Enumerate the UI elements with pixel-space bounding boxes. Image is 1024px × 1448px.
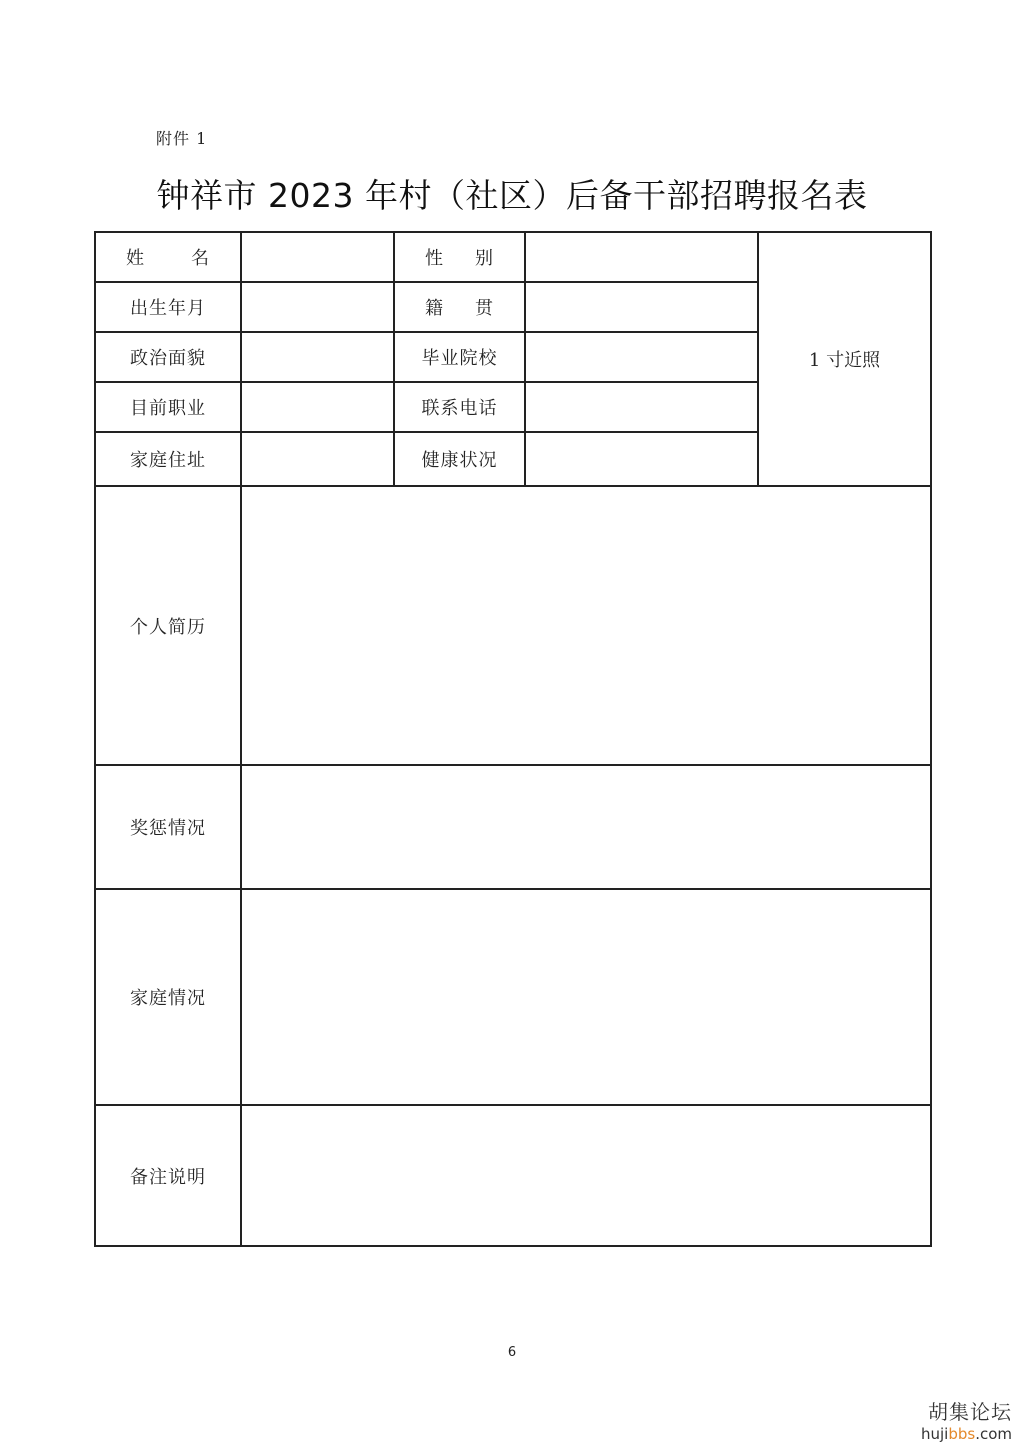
health-label: 健康状况 — [394, 432, 525, 486]
name-label-cell — [95, 232, 241, 282]
resume-field[interactable] — [241, 486, 931, 765]
form-title: 钟祥市 2023 年村（社区）后备干部招聘报名表 — [156, 176, 868, 215]
birth-label: 出生年月 — [95, 282, 241, 332]
rewards-field[interactable] — [241, 765, 931, 889]
native-label-a: 籍 — [425, 298, 444, 319]
watermark-url — [921, 1425, 1012, 1443]
gender-field[interactable] — [525, 232, 758, 282]
address-field[interactable] — [241, 432, 394, 486]
school-field[interactable] — [525, 332, 758, 382]
gender-label-a: 性 — [425, 248, 444, 269]
health-field[interactable] — [525, 432, 758, 486]
phone-label: 联系电话 — [394, 382, 525, 432]
photo-cell[interactable] — [758, 232, 931, 486]
political-label: 政治面貌 — [95, 332, 241, 382]
name-label-a: 姓 — [126, 248, 145, 269]
family-label: 家庭情况 — [95, 889, 241, 1105]
political-field[interactable] — [241, 332, 394, 382]
notes-label: 备注说明 — [95, 1105, 241, 1246]
birth-field[interactable] — [241, 282, 394, 332]
attachment-label: 附件 1 — [156, 129, 208, 148]
name-field[interactable] — [241, 232, 394, 282]
resume-label: 个人简历 — [95, 486, 241, 765]
native-label-b: 贯 — [475, 298, 494, 319]
school-label: 毕业院校 — [394, 332, 525, 382]
notes-field[interactable] — [241, 1105, 931, 1246]
watermark-url-accent: bbs — [948, 1425, 976, 1443]
photo-label: 1 寸近照 — [808, 350, 881, 371]
address-label: 家庭住址 — [95, 432, 241, 486]
watermark-url-suffix: .com — [975, 1425, 1012, 1443]
phone-field[interactable] — [525, 382, 758, 432]
gender-label-cell — [394, 232, 525, 282]
native-label-cell — [394, 282, 525, 332]
occupation-label: 目前职业 — [95, 382, 241, 432]
name-label-b: 名 — [191, 248, 210, 269]
occupation-field[interactable] — [241, 382, 394, 432]
family-field[interactable] — [241, 889, 931, 1105]
native-place-field[interactable] — [525, 282, 758, 332]
gender-label-b: 别 — [475, 248, 494, 269]
page-number: 6 — [507, 1345, 517, 1360]
site-watermark — [921, 1396, 1012, 1443]
watermark-url-prefix: huji — [920, 1425, 949, 1443]
registration-form-table — [94, 231, 932, 1247]
rewards-label: 奖惩情况 — [95, 765, 241, 889]
watermark-site-name: 胡集论坛 — [928, 1400, 1012, 1424]
